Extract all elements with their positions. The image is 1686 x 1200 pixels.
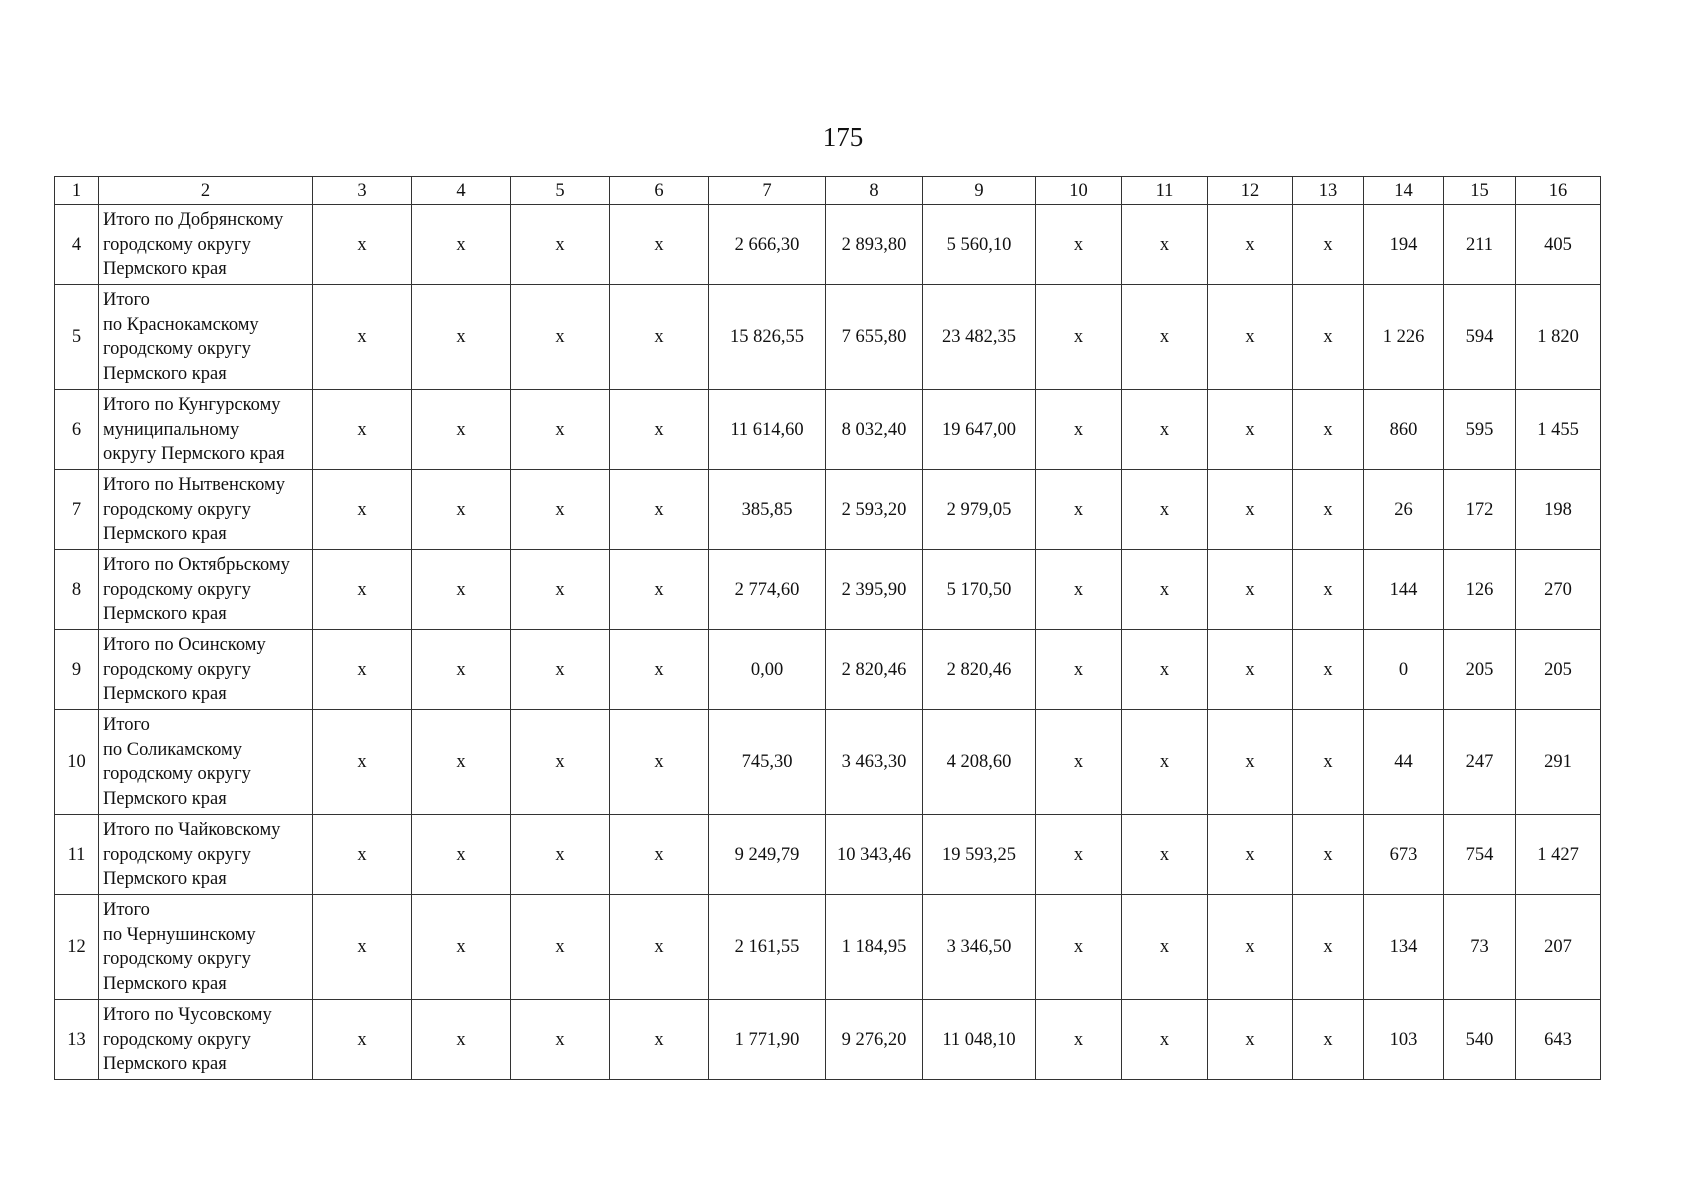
territory-name-line: муниципальному [103, 419, 240, 440]
header-cell: 16 [1516, 177, 1601, 205]
value-cell-10: x [1036, 1000, 1122, 1080]
territory-name-line: Итого по Чайковскому [103, 820, 281, 840]
value-cell-14: 103 [1364, 1000, 1444, 1080]
header-cell: 6 [610, 177, 709, 205]
header-cell: 12 [1208, 177, 1293, 205]
value-cell-6: x [610, 285, 709, 390]
value-cell-14: 1 226 [1364, 285, 1444, 390]
row-number-cell: 5 [55, 285, 99, 390]
value-cell-9: 19 593,25 [923, 815, 1036, 895]
header-cell: 5 [511, 177, 610, 205]
row-number-cell: 11 [55, 815, 99, 895]
value-cell-3: x [313, 895, 412, 1000]
territory-name-line: Пермского края [103, 869, 227, 889]
territory-name-line: по Краснокамскому [103, 314, 259, 335]
value-cell-3: x [313, 470, 412, 550]
value-cell-6: x [610, 205, 709, 285]
header-cell: 7 [709, 177, 826, 205]
value-cell-13: x [1293, 205, 1364, 285]
table-row [55, 550, 1601, 630]
value-cell-5: x [511, 895, 610, 1000]
value-cell-12: x [1208, 205, 1293, 285]
value-cell-3: x [313, 710, 412, 815]
value-cell-7: 15 826,55 [709, 285, 826, 390]
value-cell-5: x [511, 815, 610, 895]
value-cell-12: x [1208, 895, 1293, 1000]
header-cell: 9 [923, 177, 1036, 205]
value-cell-5: x [511, 550, 610, 630]
value-cell-12: x [1208, 1000, 1293, 1080]
table-row [55, 1000, 1601, 1080]
header-row [55, 177, 1601, 205]
row-number-cell: 6 [55, 390, 99, 470]
value-cell-3: x [313, 1000, 412, 1080]
territory-name-line: Итого [103, 290, 150, 310]
data-table [54, 176, 1601, 1080]
value-cell-12: x [1208, 285, 1293, 390]
value-cell-14: 673 [1364, 815, 1444, 895]
value-cell-9: 2 820,46 [923, 630, 1036, 710]
value-cell-12: x [1208, 630, 1293, 710]
header-cell: 14 [1364, 177, 1444, 205]
territory-name-line: Пермского края [103, 363, 227, 384]
value-cell-13: x [1293, 895, 1364, 1000]
territory-name-cell [99, 285, 313, 390]
value-cell-4: x [412, 630, 511, 710]
value-cell-16: 207 [1516, 895, 1601, 1000]
value-cell-6: x [610, 470, 709, 550]
value-cell-15: 211 [1444, 205, 1516, 285]
value-cell-5: x [511, 470, 610, 550]
row-number-cell: 4 [55, 205, 99, 285]
value-cell-7: 9 249,79 [709, 815, 826, 895]
territory-name-line: Итого [103, 900, 150, 920]
territory-name-line: Итого по Кунгурскому [103, 395, 281, 415]
value-cell-9: 5 170,50 [923, 550, 1036, 630]
value-cell-14: 44 [1364, 710, 1444, 815]
value-cell-7: 2 161,55 [709, 895, 826, 1000]
value-cell-14: 194 [1364, 205, 1444, 285]
value-cell-11: x [1122, 1000, 1208, 1080]
value-cell-14: 0 [1364, 630, 1444, 710]
header-cell: 3 [313, 177, 412, 205]
value-cell-8: 1 184,95 [826, 895, 923, 1000]
territory-name-cell [99, 630, 313, 710]
value-cell-8: 7 655,80 [826, 285, 923, 390]
value-cell-15: 172 [1444, 470, 1516, 550]
territory-name-line: Итого по Осинскому [103, 635, 266, 655]
value-cell-16: 1 455 [1516, 390, 1601, 470]
value-cell-9: 5 560,10 [923, 205, 1036, 285]
value-cell-13: x [1293, 815, 1364, 895]
value-cell-16: 643 [1516, 1000, 1601, 1080]
value-cell-16: 198 [1516, 470, 1601, 550]
value-cell-10: x [1036, 285, 1122, 390]
territory-name-line: Пермского края [103, 973, 227, 994]
value-cell-10: x [1036, 815, 1122, 895]
value-cell-8: 8 032,40 [826, 390, 923, 470]
value-cell-16: 1 820 [1516, 285, 1601, 390]
table-row [55, 205, 1601, 285]
value-cell-3: x [313, 390, 412, 470]
value-cell-7: 2 774,60 [709, 550, 826, 630]
value-cell-11: x [1122, 205, 1208, 285]
value-cell-7: 745,30 [709, 710, 826, 815]
territory-name-line: городскому округу [103, 499, 251, 520]
header-cell: 1 [55, 177, 99, 205]
territory-name-line: Пермского края [103, 524, 227, 544]
value-cell-9: 19 647,00 [923, 390, 1036, 470]
territory-name-line: городскому округу [103, 949, 251, 969]
territory-name-line: городскому округу [103, 659, 251, 680]
territory-name-line: городскому округу [103, 234, 251, 255]
row-number-cell: 13 [55, 1000, 99, 1080]
header-cell: 4 [412, 177, 511, 205]
header-cell: 2 [99, 177, 313, 205]
territory-name-line: Итого [103, 715, 150, 735]
table-row [55, 815, 1601, 895]
value-cell-10: x [1036, 470, 1122, 550]
value-cell-5: x [511, 285, 610, 390]
territory-name-line: городскому округу [103, 844, 251, 865]
table-body [55, 177, 1601, 1080]
value-cell-10: x [1036, 630, 1122, 710]
territory-name-line: по Соликамскому [103, 739, 242, 760]
table-row [55, 630, 1601, 710]
territory-name-cell [99, 390, 313, 470]
value-cell-10: x [1036, 895, 1122, 1000]
value-cell-13: x [1293, 630, 1364, 710]
value-cell-16: 405 [1516, 205, 1601, 285]
header-cell: 15 [1444, 177, 1516, 205]
value-cell-11: x [1122, 895, 1208, 1000]
header-cell: 11 [1122, 177, 1208, 205]
table-row [55, 390, 1601, 470]
value-cell-16: 205 [1516, 630, 1601, 710]
value-cell-9: 3 346,50 [923, 895, 1036, 1000]
row-number-cell: 7 [55, 470, 99, 550]
value-cell-13: x [1293, 390, 1364, 470]
value-cell-11: x [1122, 390, 1208, 470]
value-cell-15: 126 [1444, 550, 1516, 630]
value-cell-7: 2 666,30 [709, 205, 826, 285]
value-cell-12: x [1208, 470, 1293, 550]
territory-name-line: по Чернушинскому [103, 924, 256, 945]
value-cell-13: x [1293, 285, 1364, 390]
value-cell-14: 26 [1364, 470, 1444, 550]
value-cell-10: x [1036, 390, 1122, 470]
value-cell-11: x [1122, 550, 1208, 630]
value-cell-4: x [412, 550, 511, 630]
value-cell-4: x [412, 1000, 511, 1080]
value-cell-14: 144 [1364, 550, 1444, 630]
value-cell-10: x [1036, 710, 1122, 815]
territory-name-line: Итого по Октябрьскому [103, 555, 290, 575]
value-cell-11: x [1122, 710, 1208, 815]
row-number-cell: 12 [55, 895, 99, 1000]
value-cell-5: x [511, 390, 610, 470]
territory-name-line: Итого по Добрянскому [103, 210, 284, 230]
value-cell-6: x [610, 895, 709, 1000]
value-cell-7: 1 771,90 [709, 1000, 826, 1080]
table-row [55, 710, 1601, 815]
value-cell-8: 2 395,90 [826, 550, 923, 630]
territory-name-cell [99, 710, 313, 815]
value-cell-8: 2 593,20 [826, 470, 923, 550]
value-cell-11: x [1122, 630, 1208, 710]
value-cell-8: 9 276,20 [826, 1000, 923, 1080]
row-number-cell: 9 [55, 630, 99, 710]
value-cell-5: x [511, 205, 610, 285]
value-cell-11: x [1122, 285, 1208, 390]
value-cell-7: 385,85 [709, 470, 826, 550]
page-number: 175 [822, 122, 864, 152]
value-cell-13: x [1293, 710, 1364, 815]
table-row [55, 285, 1601, 390]
value-cell-7: 0,00 [709, 630, 826, 710]
table-row [55, 895, 1601, 1000]
value-cell-8: 3 463,30 [826, 710, 923, 815]
territory-name-line: Пермского края [103, 684, 227, 704]
value-cell-3: x [313, 285, 412, 390]
value-cell-9: 11 048,10 [923, 1000, 1036, 1080]
territory-name-cell [99, 1000, 313, 1080]
territory-name-line: Пермского края [103, 788, 227, 809]
table-row [55, 470, 1601, 550]
territory-name-cell [99, 205, 313, 285]
value-cell-14: 134 [1364, 895, 1444, 1000]
value-cell-8: 2 820,46 [826, 630, 923, 710]
header-cell: 10 [1036, 177, 1122, 205]
territory-name-line: Итого по Нытвенскому [103, 475, 285, 495]
value-cell-6: x [610, 1000, 709, 1080]
value-cell-3: x [313, 205, 412, 285]
value-cell-13: x [1293, 550, 1364, 630]
value-cell-9: 4 208,60 [923, 710, 1036, 815]
value-cell-15: 594 [1444, 285, 1516, 390]
value-cell-6: x [610, 550, 709, 630]
value-cell-10: x [1036, 550, 1122, 630]
value-cell-6: x [610, 390, 709, 470]
value-cell-15: 754 [1444, 815, 1516, 895]
value-cell-13: x [1293, 470, 1364, 550]
value-cell-6: x [610, 710, 709, 815]
territory-name-line: городскому округу [103, 764, 251, 784]
value-cell-15: 540 [1444, 1000, 1516, 1080]
value-cell-4: x [412, 470, 511, 550]
value-cell-4: x [412, 710, 511, 815]
value-cell-8: 2 893,80 [826, 205, 923, 285]
value-cell-16: 1 427 [1516, 815, 1601, 895]
value-cell-5: x [511, 1000, 610, 1080]
value-cell-9: 23 482,35 [923, 285, 1036, 390]
territory-name-line: городскому округу [103, 339, 251, 359]
value-cell-5: x [511, 630, 610, 710]
row-number-cell: 10 [55, 710, 99, 815]
value-cell-8: 10 343,46 [826, 815, 923, 895]
value-cell-15: 205 [1444, 630, 1516, 710]
territory-name-cell [99, 470, 313, 550]
territory-name-cell [99, 815, 313, 895]
value-cell-4: x [412, 815, 511, 895]
value-cell-12: x [1208, 550, 1293, 630]
value-cell-15: 595 [1444, 390, 1516, 470]
value-cell-3: x [313, 630, 412, 710]
row-number-cell: 8 [55, 550, 99, 630]
value-cell-16: 291 [1516, 710, 1601, 815]
territory-name-line: округу Пермского края [103, 444, 285, 464]
value-cell-11: x [1122, 470, 1208, 550]
value-cell-13: x [1293, 1000, 1364, 1080]
territory-name-line: Итого по Чусовскому [103, 1005, 272, 1025]
territory-name-line: Пермского края [103, 604, 227, 624]
territory-name-line: Пермского края [103, 259, 227, 279]
value-cell-4: x [412, 205, 511, 285]
value-cell-6: x [610, 630, 709, 710]
value-cell-3: x [313, 815, 412, 895]
value-cell-6: x [610, 815, 709, 895]
value-cell-4: x [412, 285, 511, 390]
value-cell-5: x [511, 710, 610, 815]
header-cell: 8 [826, 177, 923, 205]
value-cell-3: x [313, 550, 412, 630]
value-cell-12: x [1208, 710, 1293, 815]
territory-name-line: городскому округу [103, 579, 251, 600]
value-cell-12: x [1208, 390, 1293, 470]
value-cell-9: 2 979,05 [923, 470, 1036, 550]
territory-name-line: Пермского края [103, 1054, 227, 1074]
value-cell-15: 73 [1444, 895, 1516, 1000]
value-cell-4: x [412, 390, 511, 470]
value-cell-16: 270 [1516, 550, 1601, 630]
value-cell-15: 247 [1444, 710, 1516, 815]
value-cell-14: 860 [1364, 390, 1444, 470]
value-cell-10: x [1036, 205, 1122, 285]
territory-name-line: городскому округу [103, 1029, 251, 1050]
value-cell-11: x [1122, 815, 1208, 895]
territory-name-cell [99, 550, 313, 630]
header-cell: 13 [1293, 177, 1364, 205]
value-cell-4: x [412, 895, 511, 1000]
value-cell-7: 11 614,60 [709, 390, 826, 470]
value-cell-12: x [1208, 815, 1293, 895]
territory-name-cell [99, 895, 313, 1000]
